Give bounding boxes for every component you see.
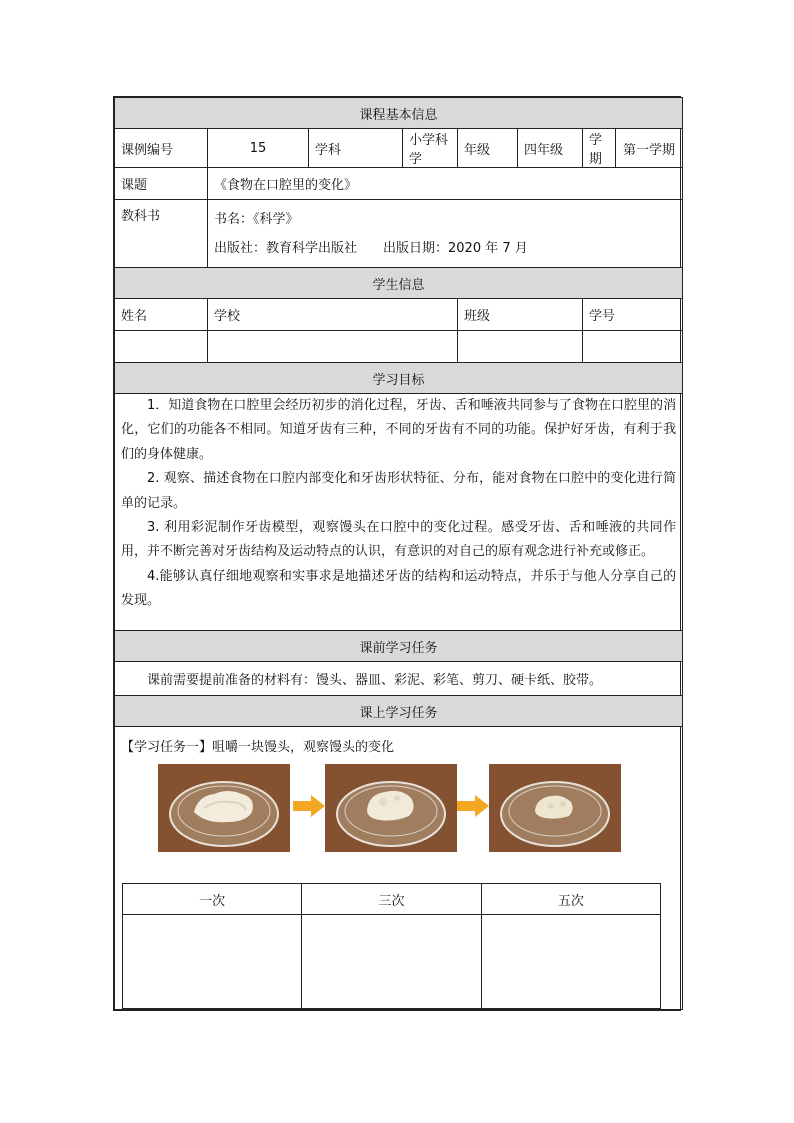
section-basic-info: 课程基本信息 (115, 98, 683, 129)
arrow-right-icon (293, 795, 325, 817)
case-no-label: 课例编号 (115, 129, 208, 168)
class-label: 班级 (458, 299, 583, 331)
objective-item: 2. 观察、描述食物在口腔内部变化和牙齿形状特征、分布，能对食物在口腔中的变化进行简单的记录。 (121, 471, 677, 511)
observation-cell-fifth[interactable] (481, 915, 660, 1009)
case-no-value: 15 (208, 129, 309, 168)
section-objectives: 学习目标 (115, 363, 683, 394)
observation-cell-first[interactable] (123, 915, 302, 1009)
grade-value: 四年级 (518, 129, 583, 168)
observation-cell-third[interactable] (302, 915, 481, 1009)
term-value: 第一学期 (616, 129, 683, 168)
col-header-first: 一次 (123, 884, 302, 915)
book-name: 书名：《科学》 (214, 212, 299, 227)
publisher-info: 出版社：教育科学出版社 出版日期：2020 年 7 月 (214, 241, 528, 256)
id-field[interactable] (583, 331, 683, 363)
task-one-title: 【学习任务一】咀嚼一块馒头，观察馒头的变化 (121, 740, 395, 755)
grade-label: 年级 (458, 129, 518, 168)
bread-photo-3 (489, 764, 621, 852)
subject-label: 学科 (309, 129, 403, 168)
school-label: 学校 (208, 299, 458, 331)
arrow-right-icon (457, 795, 489, 817)
class-field[interactable] (458, 331, 583, 363)
textbook-label: 教科书 (115, 200, 208, 268)
form-table (114, 97, 683, 1010)
section-in-class: 课上学习任务 (115, 696, 683, 727)
pre-class-text: 课前需要提前准备的材料有：馒头、器皿、彩泥、彩笔、剪刀、硬卡纸、胶带。 (115, 662, 683, 696)
school-field[interactable] (208, 331, 458, 363)
section-student-info: 学生信息 (115, 268, 683, 299)
col-header-fifth: 五次 (481, 884, 660, 915)
observation-table (122, 883, 661, 1009)
objectives-body (115, 394, 683, 631)
topic-label: 课题 (115, 168, 208, 200)
objective-item: 4.能够认真仔细地观察和实事求是地描述牙齿的结构和运动特点，并乐于与他人分享自己的发现。 (121, 568, 677, 609)
task-area (115, 727, 683, 1010)
bread-photo-2 (325, 764, 457, 852)
name-field[interactable] (115, 331, 208, 363)
id-label: 学号 (583, 299, 683, 331)
lesson-form (113, 96, 681, 1011)
subject-value: 小学科学 (403, 129, 458, 168)
bread-photos (115, 758, 682, 868)
term-label: 学期 (583, 129, 616, 168)
objective-item: 3. 利用彩泥制作牙齿模型，观察馒头在口腔中的变化过程。感受牙齿、舌和唾液的共同作用，并不断完善对牙齿结构及运动特点的认识，有意识的对自己的原有观念进行补充或修正。 (121, 520, 677, 560)
topic-value: 《食物在口腔里的变化》 (208, 168, 683, 200)
col-header-third: 三次 (302, 884, 481, 915)
name-label: 姓名 (115, 299, 208, 331)
bread-photo-1 (158, 764, 290, 852)
objective-item: 1．知道食物在口腔里会经历初步的消化过程，牙齿、舌和唾液共同参与了食物在口腔里的消化，它们的功能各不相同。知道牙齿有三种，不同的牙齿有不同的功能。保护好牙齿，有利于我们的身体健康。 (121, 398, 677, 462)
section-pre-class: 课前学习任务 (115, 631, 683, 662)
textbook-info (208, 200, 683, 268)
